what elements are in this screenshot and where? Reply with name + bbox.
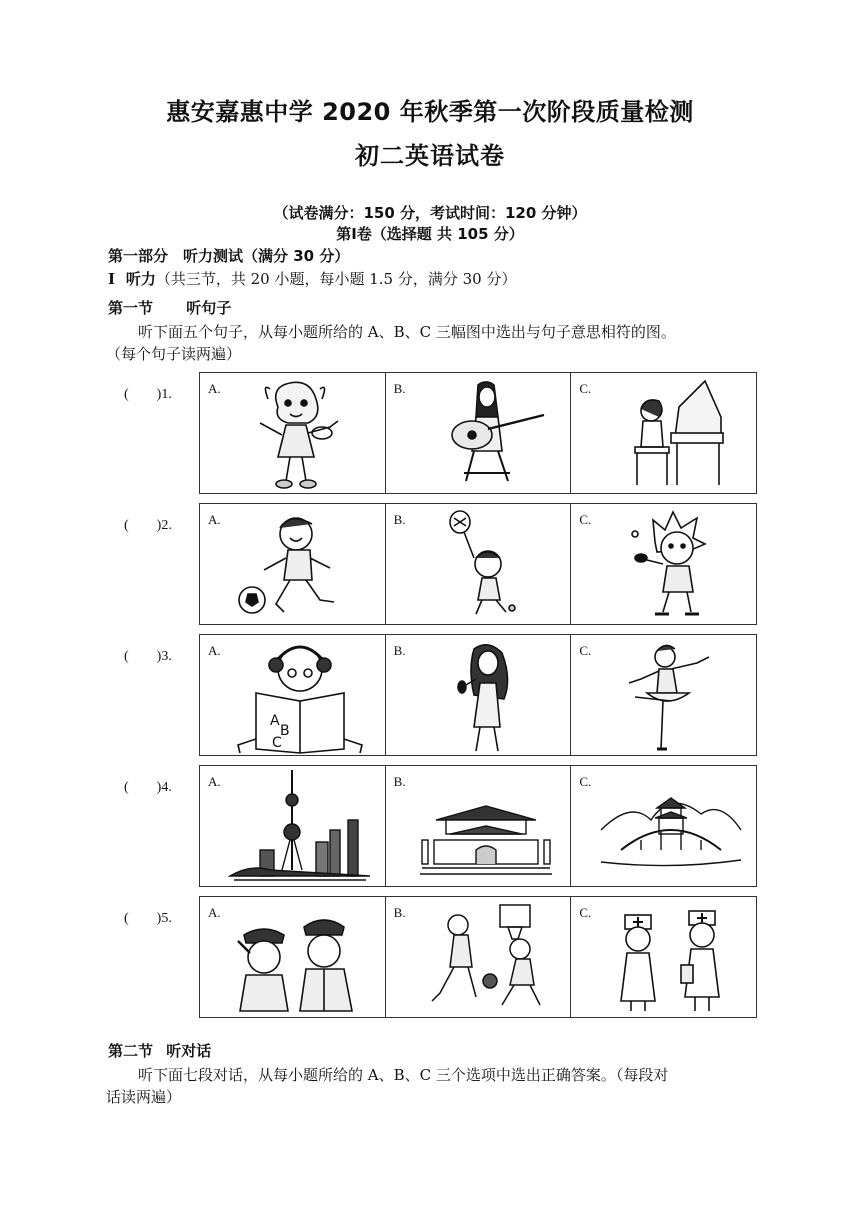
volume-title: 第Ⅰ卷（选择题 共 105 分） (336, 225, 524, 243)
svg-text:A: A (270, 713, 280, 729)
exam-info: （试卷满分：150 分，考试时间：120 分钟） (273, 204, 587, 222)
option-label: A. (208, 381, 221, 396)
option-b[interactable] (386, 504, 572, 624)
option-a[interactable] (200, 635, 386, 755)
question-number: ( )2. (124, 518, 172, 533)
option-a[interactable] (200, 897, 386, 1017)
listening-line (108, 268, 516, 289)
option-a[interactable] (200, 373, 386, 493)
option-label: B. (393, 905, 406, 920)
question-5-options (199, 896, 757, 1018)
option-label: B. (393, 512, 406, 527)
listening-desc: （共三节，共 20 小题，每小题 1.5 分，满分 30 分） (155, 270, 517, 288)
section2-name: 听对话 (166, 1042, 212, 1060)
girl-piano-icon (601, 377, 741, 491)
exam-title: 惠安嘉惠中学 2020 年秋季第一次阶段质量检测 (166, 98, 694, 126)
section2-instruction-1: 听下面七段对话，从每小题所给的 A、B、C 三个选项中选出正确答案。（每段对 (138, 1066, 669, 1084)
girl-violin-icon (230, 377, 370, 491)
svg-text:C: C (272, 735, 282, 751)
boy-tennis-icon (416, 508, 556, 622)
option-label: A. (208, 905, 221, 920)
option-label: A. (208, 643, 221, 658)
question-number: ( )1. (124, 387, 172, 402)
police-officers-icon (230, 901, 370, 1015)
girl-ballet-icon (601, 639, 741, 753)
option-a[interactable] (200, 504, 386, 624)
tiananmen-icon (416, 770, 556, 884)
pagoda-bridge-icon (601, 770, 741, 884)
option-c[interactable] (571, 897, 756, 1017)
section2-instruction-2: 话读两遍） (106, 1088, 182, 1106)
section1-instruction-1: 听下面五个句子，从每小题所给的 A、B、C 三幅图中选出与句子意思相符的图。 (138, 323, 676, 341)
option-label: C. (579, 774, 592, 789)
option-label: C. (579, 512, 592, 527)
shanghai-skyline-icon (230, 770, 370, 884)
option-label: B. (393, 643, 406, 658)
question-4-options (199, 765, 757, 887)
boy-soccer-icon (230, 508, 370, 622)
option-c[interactable] (571, 373, 756, 493)
option-b[interactable] (386, 635, 572, 755)
option-b[interactable] (386, 766, 572, 886)
girl-reading-icon (230, 639, 370, 753)
question-number: ( )5. (124, 911, 172, 926)
question-3-options (199, 634, 757, 756)
option-a[interactable] (200, 766, 386, 886)
doctors-icon (601, 901, 741, 1015)
option-label: C. (579, 381, 592, 396)
question-number: ( )4. (124, 780, 172, 795)
option-c[interactable] (571, 504, 756, 624)
option-c[interactable] (571, 635, 756, 755)
woman-guitar-icon (416, 377, 556, 491)
section2-heading (108, 1040, 211, 1061)
woman-singing-icon (416, 639, 556, 753)
option-c[interactable] (571, 766, 756, 886)
section1-title: 第一节 (108, 299, 154, 317)
option-b[interactable] (386, 373, 572, 493)
section1-heading (108, 297, 231, 318)
svg-text:B: B (280, 723, 290, 739)
section2-title: 第二节 (108, 1042, 154, 1060)
listening-roman: I (108, 270, 116, 288)
exam-subtitle: 初二英语试卷 (355, 142, 505, 170)
question-number: ( )3. (124, 649, 172, 664)
option-label: B. (393, 774, 406, 789)
section1-name: 听句子 (186, 299, 232, 317)
boy-pingpong-icon (601, 508, 741, 622)
section1-instruction-2: （每个句子读两遍） (106, 345, 242, 363)
basketball-players-icon (416, 901, 556, 1015)
listening-label: 听力 (125, 270, 156, 288)
option-label: A. (208, 774, 221, 789)
option-b[interactable] (386, 897, 572, 1017)
option-label: C. (579, 905, 592, 920)
part1-title: 第一部分 听力测试（满分 30 分） (108, 247, 350, 265)
option-label: A. (208, 512, 221, 527)
option-label: B. (393, 381, 406, 396)
option-label: C. (579, 643, 592, 658)
question-2-options (199, 503, 757, 625)
question-1-options (199, 372, 757, 494)
